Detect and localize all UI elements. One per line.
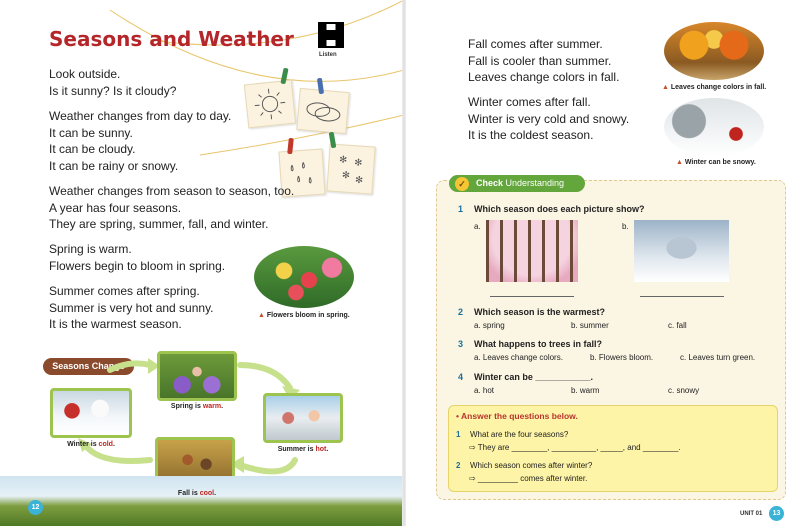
page-title: Seasons and Weather [49, 27, 294, 51]
fall-caption: ▲ Leaves change colors in fall. [662, 84, 767, 91]
check-understanding-tab: Check Understanding [449, 175, 585, 192]
q3-option-b[interactable]: b. Flowers bloom. [590, 353, 654, 362]
meadow-background [0, 476, 404, 526]
snowy-tree-photo [634, 220, 729, 282]
q1-option-a-label: a. [474, 222, 481, 231]
cloud-card [296, 88, 349, 134]
answer-line-1[interactable]: ⇨ They are ________, __________, _____, and ________. [469, 443, 681, 452]
cloud-icon [297, 89, 348, 133]
snow-card [326, 143, 375, 194]
tulips-photo [254, 246, 354, 308]
unit-label: UNIT 01 [740, 511, 763, 517]
answer-question-1: 1 What are the four seasons? [456, 430, 569, 439]
listen-label: Listen [319, 52, 337, 58]
svg-text:✻: ✻ [353, 157, 363, 169]
svg-text:✻: ✻ [338, 154, 348, 166]
svg-text:✻: ✻ [341, 169, 351, 182]
question-4: 4 Winter can be ___________. [458, 372, 593, 382]
svg-text:✻: ✻ [354, 174, 364, 187]
fall-trees-photo [664, 22, 764, 80]
q2-option-b[interactable]: b. summer [571, 321, 609, 330]
qr-code-icon[interactable] [318, 22, 344, 48]
fall-caption: Fall is cool. [177, 490, 217, 497]
sun-card [244, 80, 296, 129]
q2-option-a[interactable]: a. spring [474, 321, 505, 330]
answer-question-2: 2 Which season comes after winter? [456, 461, 593, 470]
snowflake-icon [327, 145, 374, 194]
spring-paragraph: Spring is warm. Flowers begin to bloom in spring. [49, 242, 226, 273]
q2-option-c[interactable]: c. fall [668, 321, 687, 330]
intro-paragraph: Look outside. Is it sunny? Is it cloudy? [49, 67, 177, 98]
summer-photo [263, 393, 343, 443]
fall-paragraph: Fall comes after summer. Fall is cooler than summer. Leaves change colors in fall. [468, 37, 620, 84]
spring-photo [157, 351, 237, 401]
seasons-paragraph: Weather changes from season to season, too. A year has four seasons. They are spring, summer, fall, and winter. [49, 184, 295, 231]
q3-option-c[interactable]: c. Leaves turn green. [680, 353, 756, 362]
tulips-caption: ▲ Flowers bloom in spring. [258, 312, 350, 319]
cherry-blossom-photo [486, 220, 578, 282]
weather-paragraph: Weather changes from day to day. It can be sunny. It can be cloudy. It can be rainy or snowy. [49, 109, 232, 173]
q4-option-b[interactable]: b. warm [571, 386, 600, 395]
q4-option-a[interactable]: a. hot [474, 386, 495, 395]
sun-icon [245, 81, 295, 128]
q1-option-b-label: b. [622, 222, 629, 231]
q1-answer-a-blank[interactable] [490, 296, 574, 297]
page-number-right: 13 [769, 506, 784, 521]
check-icon: ✓ [455, 177, 469, 191]
winter-caption: ▲ Winter can be snowy. [676, 159, 756, 166]
snowy-road-photo [664, 98, 764, 156]
winter-caption: Winter is cold. [67, 441, 115, 448]
answer-line-2[interactable]: ⇨ _________ comes after winter. [469, 474, 588, 483]
summer-caption: Summer is hot. [277, 446, 329, 453]
question-1: 1 Which season does each picture show? [458, 204, 645, 214]
answer-questions-heading: • Answer the questions below. [456, 411, 578, 421]
summer-paragraph: Summer comes after spring. Summer is very hot and sunny. It is the warmest season. [49, 284, 214, 331]
question-3: 3 What happens to trees in fall? [458, 339, 603, 349]
page-number-left: 12 [28, 500, 43, 515]
seasons-change-label: Seasons Change [43, 358, 134, 375]
winter-photo [50, 388, 132, 438]
spring-caption: Spring is warm. [170, 403, 224, 410]
question-2: 2 Which season is the warmest? [458, 307, 606, 317]
winter-paragraph: Winter comes after fall. Winter is very cold and snowy. It is the coldest season. [468, 95, 630, 142]
q3-option-a[interactable]: a. Leaves change colors. [474, 353, 563, 362]
q1-answer-b-blank[interactable] [640, 296, 724, 297]
q4-option-c[interactable]: c. snowy [668, 386, 700, 395]
